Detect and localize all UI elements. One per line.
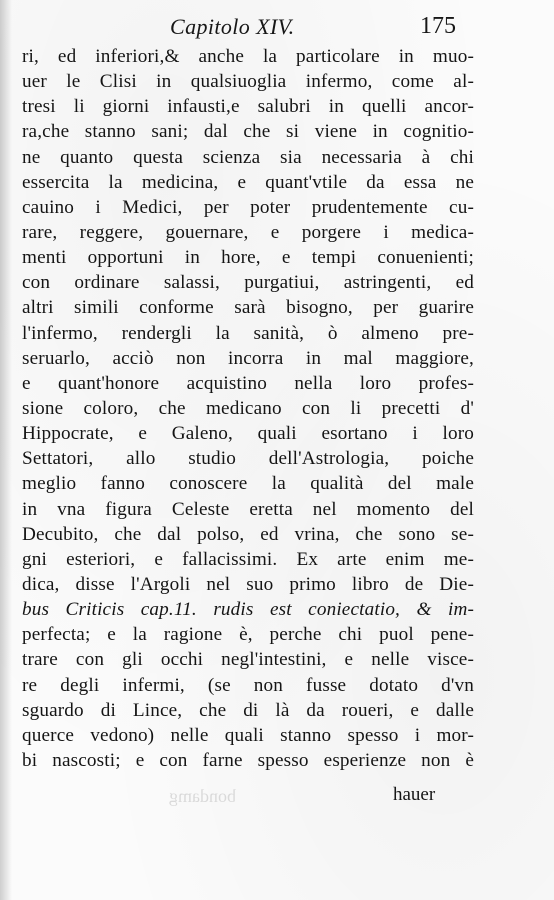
text-line: sguardo di Lince, che di là da roueri, e dalle: [22, 699, 474, 721]
text-line: ri, ed inferiori,& anche la particolare in muo-: [22, 46, 474, 67]
text-line: l'infermo, rendergli la sanità, ò almeno pre-: [22, 322, 474, 344]
page-number: 175: [420, 13, 456, 39]
text-line: con ordinare salassi, purgatiui, astringenti, ed: [22, 272, 474, 294]
page-edge-shadow: [0, 0, 12, 900]
text-line: seruarlo, acciò non incorra in mal maggiore,: [22, 347, 474, 369]
text-line: bus Criticis cap.11. rudis est coniectatio, & im-: [22, 599, 474, 621]
text-line: tresi li giorni infausti,e salubri in quelli ancor-: [22, 96, 474, 118]
text-line: re degli infermi, (se non fusse dotato d'vn: [22, 674, 474, 696]
text-line: ra,che stanno sani; dal che si viene in cognitio-: [22, 121, 474, 143]
text-line: querce vedono) nelle quali stanno spesso i mor-: [22, 724, 474, 746]
text-line: Hippocrate, e Galeno, quali esortano i loro: [22, 423, 474, 445]
text-line: essercita la medicina, e quant'vtile da essa ne: [22, 171, 474, 193]
text-line: bi nascosti; e con farne spesso esperienze non è: [22, 749, 474, 771]
text-line: trare con gli occhi negl'intestini, e nelle visce-: [22, 649, 474, 671]
text-line: rare, reggere, gouernare, e porgere i medica-: [22, 221, 474, 243]
page-header: [0, 12, 554, 46]
text-line: perfecta; e la ragione è, perche chi puol pene-: [22, 624, 474, 646]
text-line: cauino i Medici, per poter prudentemente cu-: [22, 196, 474, 218]
body-text-block: [22, 44, 474, 773]
text-line: menti opportuni in hore, e tempi conuenienti;: [22, 247, 474, 269]
text-line: dica, disse l'Argoli nel suo primo libro de Die-: [22, 573, 474, 595]
text-line: Settatori, allo studio dell'Astrologia, poiche: [22, 448, 474, 470]
text-line: sione coloro, che medicano con li precetti d': [22, 397, 474, 419]
text-line: e quant'honore acquistino nella loro profes-: [22, 372, 474, 394]
catchword: hauer: [393, 784, 436, 805]
text-line: in vna figura Celeste eretta nel momento del: [22, 498, 474, 520]
text-line: altri simili conforme sarà bisogno, per guarire: [22, 297, 474, 319]
text-line: ne quanto questa scienza sia necessaria à chi: [22, 146, 474, 168]
show-through-text: bondamg: [169, 786, 236, 806]
text-line: Decubito, che dal polso, ed vrina, che sono se-: [22, 523, 474, 545]
text-line: meglio fanno conoscere la qualità del male: [22, 473, 474, 495]
text-line: uer le Clisi in qualsiuoglia infermo, come al-: [22, 71, 474, 93]
text-line: gni esteriori, e fallacissimi. Ex arte enim me-: [22, 548, 474, 570]
running-title: Capitolo XIV.: [170, 14, 295, 39]
